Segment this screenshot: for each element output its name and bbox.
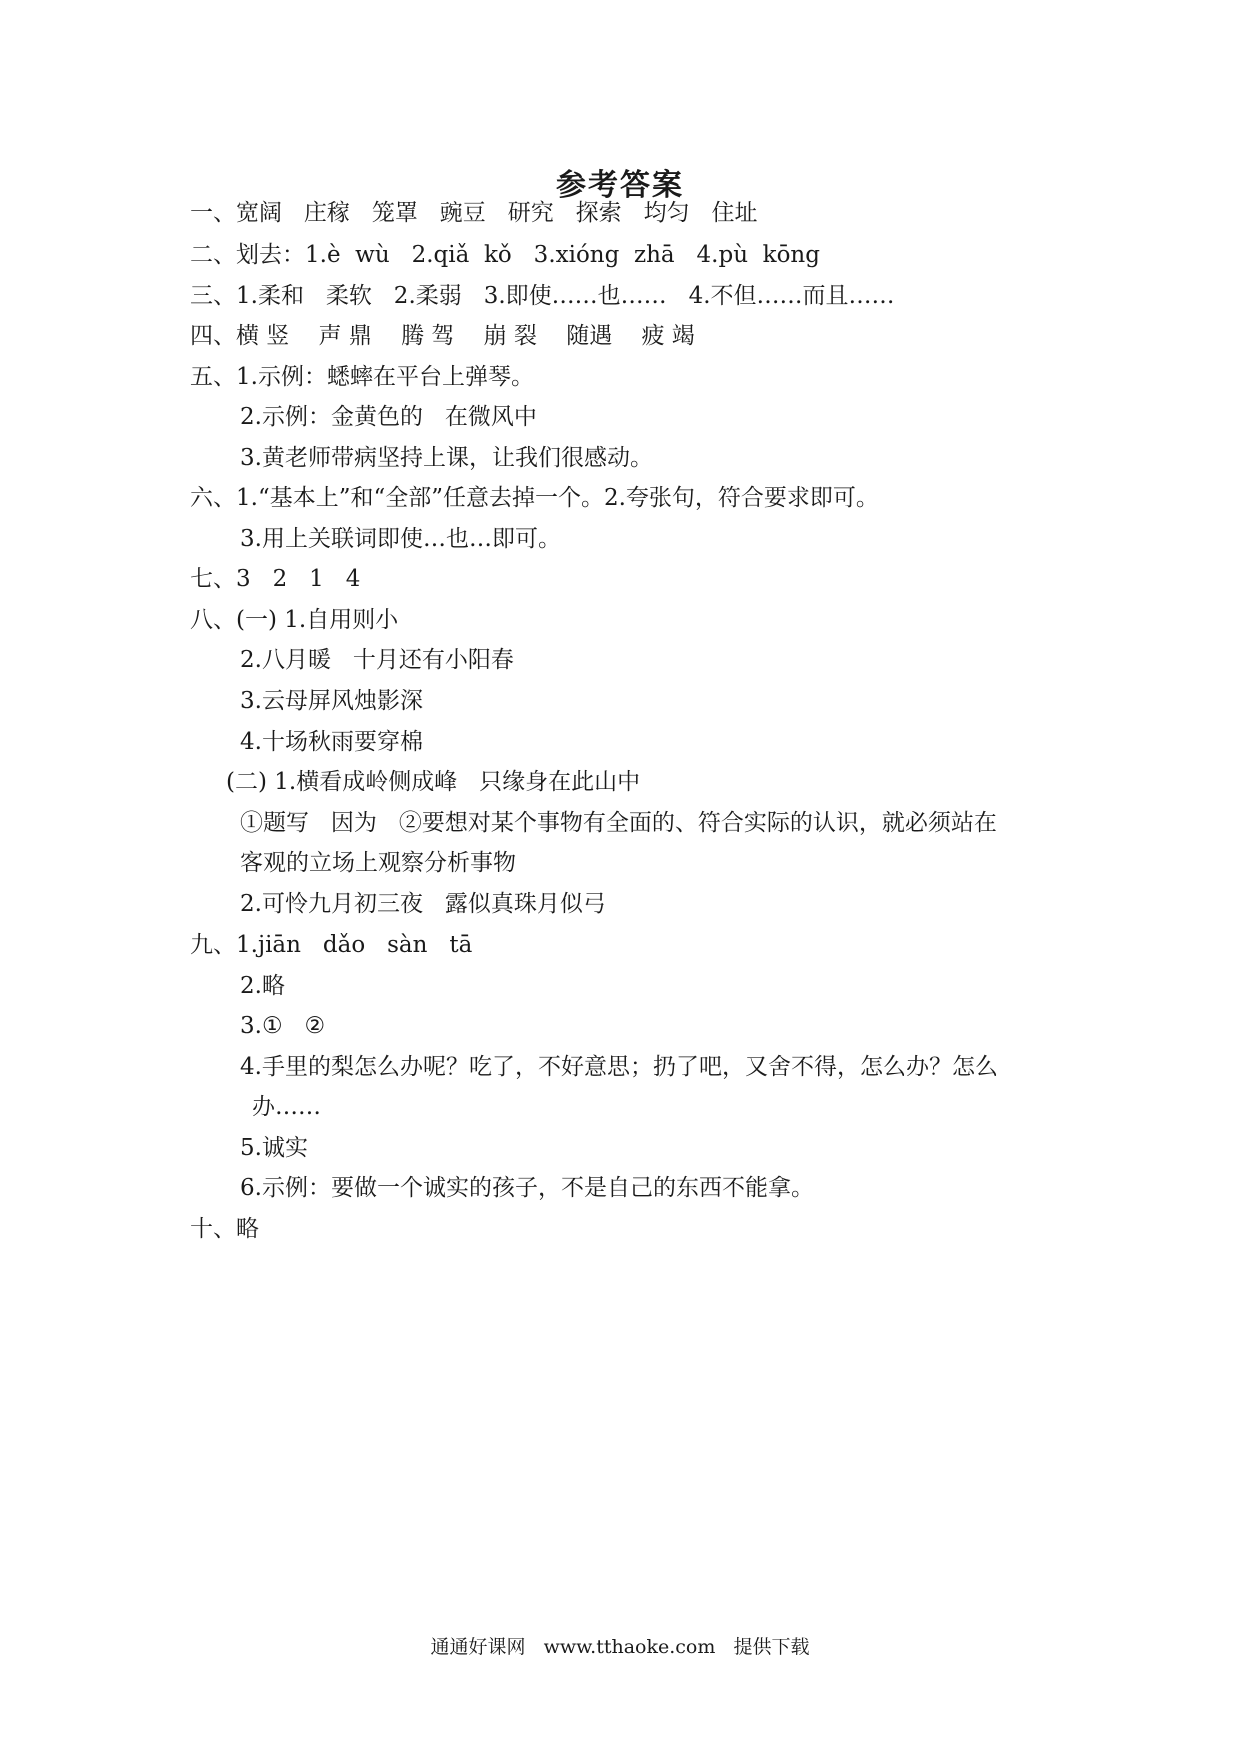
answer-line-7: 七、3 2 1 4 xyxy=(190,566,361,592)
answer-line-8-2: 2.八月暖 十月还有小阳春 xyxy=(240,647,514,673)
answer-line-10: 十、略 xyxy=(190,1216,259,1242)
answer-line-5-2: 2.示例：金黄色的 在微风中 xyxy=(240,404,537,430)
answer-line-8-5: (二) 1.横看成岭侧成峰 只缘身在此山中 xyxy=(226,769,641,795)
answer-line-8-3: 3.云母屏风烛影深 xyxy=(240,688,423,714)
answer-line-5-1: 五、1.示例：蟋蟀在平台上弹琴。 xyxy=(190,364,534,390)
answer-line-2: 二、划去：1.è wù 2.qiǎ kǒ 3.xióng zhā 4.pù kōng xyxy=(190,242,820,268)
answer-line-9-1: 九、1.jiān dǎo sàn tā xyxy=(190,932,473,958)
answer-line-9-7: 6.示例：要做一个诚实的孩子，不是自己的东西不能拿。 xyxy=(240,1175,814,1201)
answer-line-9-2: 2.略 xyxy=(240,973,285,999)
answer-line-9-5: 办…… xyxy=(252,1094,321,1120)
answer-line-8-4: 4.十场秋雨要穿棉 xyxy=(240,729,423,755)
answer-line-9-6: 5.诚实 xyxy=(240,1135,308,1161)
footer-source: 通通好课网 www.tthaoke.com 提供下载 xyxy=(430,1636,810,1658)
answer-line-8-6: ①题写 因为 ②要想对某个事物有全面的、符合实际的认识，就必须站在 xyxy=(240,810,997,836)
answer-line-8-7: 客观的立场上观察分析事物 xyxy=(240,850,516,876)
answer-line-1: 一、宽阔 庄稼 笼罩 豌豆 研究 探索 均匀 住址 xyxy=(190,200,758,226)
page-title: 参考答案 xyxy=(556,168,684,203)
answer-line-3: 三、1.柔和 柔软 2.柔弱 3.即使……也…… 4.不但……而且…… xyxy=(190,283,895,309)
answer-line-4: 四、横 竖 声 鼎 腾 驾 崩 裂 随遇 疲 竭 xyxy=(190,323,695,349)
answer-line-8-1: 八、(一) 1.自用则小 xyxy=(190,607,399,633)
answer-line-5-3: 3.黄老师带病坚持上课，让我们很感动。 xyxy=(240,445,653,471)
answer-line-6-2: 3.用上关联词即使…也…即可。 xyxy=(240,526,561,552)
answer-line-9-3: 3.① ② xyxy=(240,1013,326,1039)
answer-line-8-8: 2.可怜九月初三夜 露似真珠月似弓 xyxy=(240,891,606,917)
answer-line-6-1: 六、1.“基本上”和“全部”任意去掉一个。2.夸张句，符合要求即可。 xyxy=(190,485,879,511)
answer-line-9-4: 4.手里的梨怎么办呢？吃了，不好意思；扔了吧，又舍不得，怎么办？怎么 xyxy=(240,1054,998,1080)
